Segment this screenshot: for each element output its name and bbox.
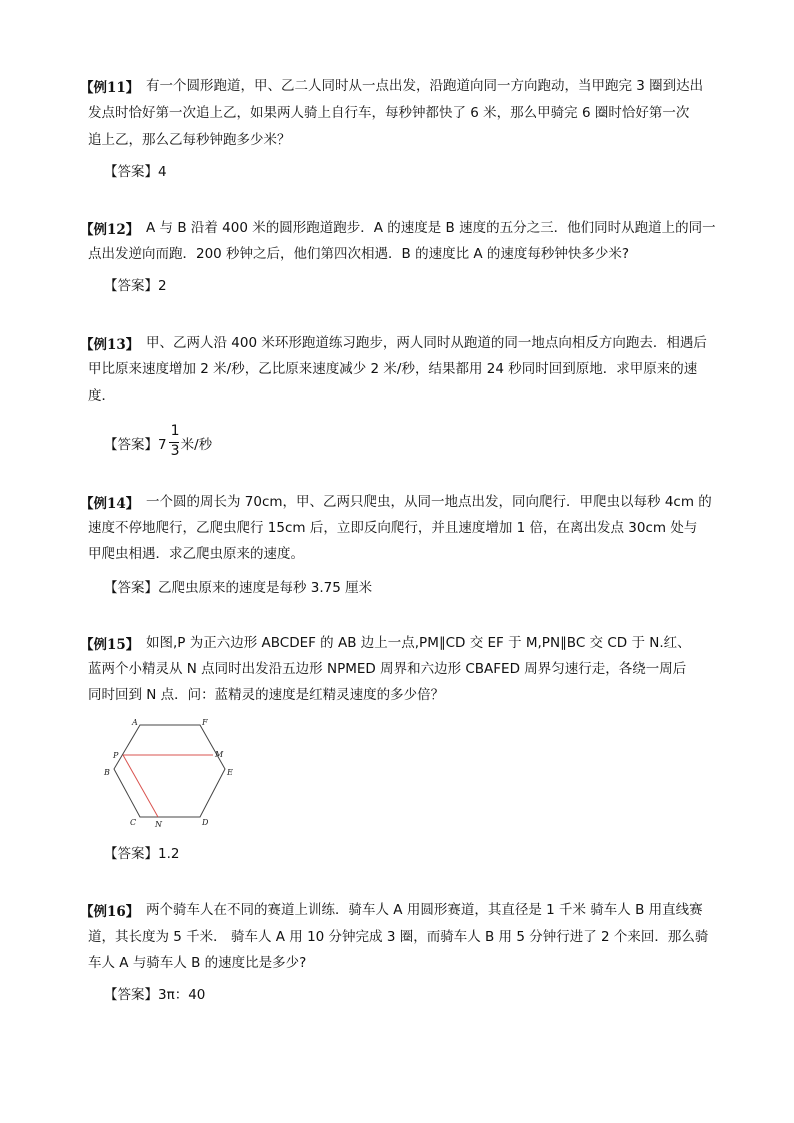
problem-line: 追上乙，那么乙每秒钟跑多少米？	[88, 132, 291, 148]
problem-line: 如图,P 为正六边形 ABCDEF 的 AB 边上一点,PM∥CD 交 EF 于 M,PN∥BC 交 CD 于 N.红、	[146, 635, 691, 651]
example-tag: 【例13】	[80, 337, 140, 353]
answer-fraction	[167, 423, 181, 459]
answer	[104, 985, 205, 1005]
answer-label: 【答案】	[104, 278, 158, 294]
answer-value: 3π：40	[158, 987, 206, 1003]
answer	[104, 423, 213, 459]
example-tag: 【例16】	[80, 904, 140, 920]
hexagon-outline	[114, 725, 225, 817]
answer-label: 【答案】	[104, 437, 158, 453]
answer-value: 4	[158, 164, 167, 180]
problem-line: 点出发逆向而跑．200 秒钟之后，他们第四次相遇．B 的速度比 A 的速度每秒钟快多少米?	[88, 246, 630, 262]
problem-line: 发点时恰好第一次追上乙，如果两人骑上自行车，每秒钟都快了 6 米，那么甲骑完 6 圈时恰好第一次	[88, 105, 690, 121]
example-tag: 【例15】	[80, 637, 140, 653]
label-e: E	[227, 768, 233, 777]
problem-line: 甲、乙两人沿 400 米环形跑道练习跑步，两人同时从跑道的同一地点向相反方向跑去．相遇后	[146, 335, 707, 351]
label-p: P	[113, 751, 119, 760]
problem-line: 车人 A 与骑车人 B 的速度比是多少?	[88, 955, 307, 971]
example-tag: 【例12】	[80, 222, 140, 238]
problem-line: 有一个圆形跑道，甲、乙二人同时从一点出发，沿跑道向同一方向跑动，当甲跑完 3 圈到达出	[146, 78, 704, 94]
fraction-numerator: 1	[170, 423, 180, 439]
answer-whole: 7	[158, 437, 167, 453]
answer	[104, 276, 167, 296]
label-b: B	[104, 768, 110, 777]
label-n: N	[155, 820, 162, 829]
answer-value: 乙爬虫原来的速度是每秒 3.75 厘米	[158, 580, 373, 596]
problem-line: 度．	[88, 388, 115, 404]
answer-label: 【答案】	[104, 164, 158, 180]
fraction-denominator: 3	[170, 443, 180, 459]
answer-label: 【答案】	[104, 846, 158, 862]
problem-line: A 与 B 沿着 400 米的圆形跑道跑步．A 的速度是 B 速度的五分之三．他们同时从跑道上的同一	[146, 220, 716, 236]
hexagon-figure	[100, 715, 240, 831]
segment-pn	[123, 755, 158, 817]
answer-unit: 米/秒	[180, 437, 213, 453]
label-a: A	[132, 718, 138, 727]
answer-value: 1.2	[158, 846, 180, 862]
answer-label: 【答案】	[104, 580, 158, 596]
answer	[104, 578, 372, 598]
answer-label: 【答案】	[104, 987, 158, 1003]
answer-value: 2	[158, 278, 167, 294]
label-f: F	[202, 718, 208, 727]
problem-line: 一个圆的周长为 70cm，甲、乙两只爬虫，从同一地点出发，同向爬行．甲爬虫以每秒 4cm 的	[146, 494, 712, 510]
answer	[104, 844, 179, 864]
problem-line: 甲比原来速度增加 2 米/秒，乙比原来速度减少 2 米/秒，结果都用 24 秒同时回到原地．求甲原来的速	[88, 361, 698, 377]
problem-line: 蓝两个小精灵从 N 点同时出发沿五边形 NPMED 周界和六边形 CBAFED 周界匀速行走，各绕一周后	[88, 661, 687, 677]
problem-line: 道，其长度为 5 千米． 骑车人 A 用 10 分钟完成 3 圈，而骑车人 B 用 5 分钟行进了 2 个来回．那么骑	[88, 929, 709, 945]
label-m: M	[215, 750, 224, 759]
problem-line: 同时回到 N 点．问：蓝精灵的速度是红精灵速度的多少倍？	[88, 687, 445, 703]
problem-line: 速度不停地爬行，乙爬虫爬行 15cm 后，立即反向爬行，并且速度增加 1 倍，在离出发点 30cm 处与	[88, 520, 698, 536]
label-d: D	[202, 818, 209, 827]
problem-line: 甲爬虫相遇．求乙爬虫原来的速度。	[88, 546, 304, 562]
example-tag: 【例14】	[80, 496, 140, 512]
answer	[104, 162, 167, 182]
problem-line: 两个骑车人在不同的赛道上训练．骑车人 A 用圆形赛道，其直径是 1 千米 骑车人 B 用直线赛	[146, 902, 703, 918]
example-tag: 【例11】	[80, 80, 140, 96]
label-c: C	[130, 818, 137, 827]
